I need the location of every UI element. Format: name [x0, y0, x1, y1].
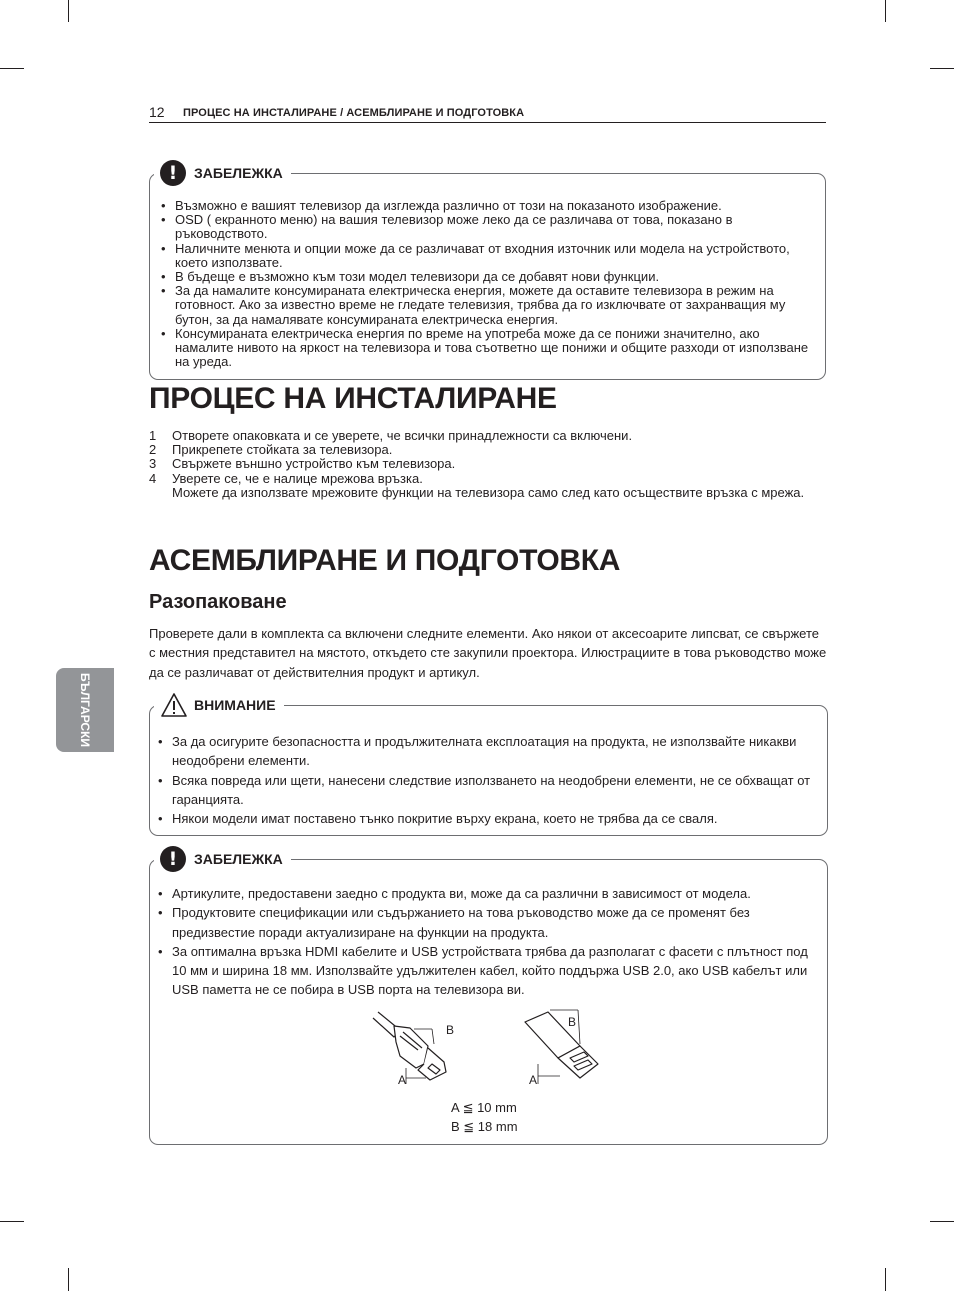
note-header [154, 159, 291, 187]
intro-paragraph: Проверете дали в комплекта са включени следните елементи. Ако някои от аксесоарите липсват, се свържете с местния представител на мястото, откъдето сте закупили проектора. Илюстрациите в това ръководство може да се различават от действителния продукт и артикул. [149, 626, 827, 680]
list-item: • OSD ( екранното меню) на вашия телевизор може леко да се различава от това, показано в ръководството. [161, 213, 811, 241]
dimension-a: A ≦ 10 mm [451, 1100, 517, 1115]
crop-mark [885, 0, 886, 22]
note-label: ЗАБЕЛЕЖКА [194, 851, 283, 867]
caution-label: ВНИМАНИЕ [194, 697, 276, 713]
step-number: 3 [149, 456, 157, 472]
crop-mark [930, 68, 954, 69]
step-text: Прикрепете стойката за телевизора. [172, 442, 393, 458]
note-list [158, 884, 813, 1000]
step-number: 4 [149, 470, 157, 486]
label-a: A [529, 1073, 538, 1087]
note-header [154, 845, 291, 873]
step-number: 1 [149, 428, 157, 443]
step-text: Уверете се, че е налице мрежова връзка. [172, 470, 423, 486]
caution-list [158, 732, 813, 828]
section-heading: АСЕМБЛИРАНЕ И ПОДГОТОВКА [149, 544, 621, 577]
step-text: Отворете опаковката и се уверете, че всички принадлежности са включени. [172, 428, 633, 443]
crop-mark [0, 68, 24, 69]
note-list [161, 199, 811, 369]
step-extra-text: Можете да използвате мрежовите функции на телевизора само след като осъществите връзка с мрежа. [172, 484, 805, 500]
crop-mark [68, 1268, 69, 1291]
step-item [149, 429, 829, 443]
exclamation-icon: ! [160, 846, 186, 872]
list-item: • Наличните менюта и опции може да се различават от входния източник или модела на устройството, което използвате. [161, 242, 811, 270]
crop-mark [0, 1221, 24, 1222]
install-steps [149, 429, 829, 500]
exclamation-icon: ! [160, 160, 186, 186]
language-tab-label: БЪЛГАРСКИ [78, 672, 92, 748]
step-item [149, 457, 829, 471]
warning-triangle-icon [160, 692, 188, 718]
page-number: 12 [149, 104, 165, 120]
label-b: B [446, 1023, 455, 1037]
list-item: • Консумираната електрическа енергия по време на употреба може да се понижи значително, ако намалите нивото на яркост на телевизора и това съответно ще понижи и общите разходи от използване на уреда. [161, 327, 811, 370]
list-item: • Някои модели имат поставено тънко покритие върху екрана, което не трябва да се сваля. [158, 809, 813, 828]
usb-stick-illustration [525, 1012, 598, 1078]
step-item [149, 472, 829, 500]
list-item: • Възможно е вашият телевизор да изглежда различно от този на показаното изображение. [161, 199, 811, 213]
list-item: • Всяка повреда или щети, нанесени следствие използването на неодобрени елементи, не се обхващат от гаранцията. [158, 771, 813, 810]
list-item: • За да осигурите безопасността и продължителната експлоатация на продукта, не използвайте никакви неодобрени елементи. [158, 732, 813, 771]
list-item: • За оптимална връзка HDMI кабелите и USB устройствата трябва да разполагат с фасети с плътност под 10 мм и ширина 18 мм. Използвайте удължителен кабел, който поддържа USB 2.0, ако USB кабелът или USB паметта не се побира в USB порта на телевизора ви. [158, 942, 813, 1000]
dimension-b: B ≦ 18 mm [451, 1119, 518, 1134]
step-item [149, 443, 829, 457]
step-number: 2 [149, 442, 157, 458]
label-a: A [398, 1073, 407, 1087]
running-header: ПРОЦЕС НА ИНСТАЛИРАНЕ / АСЕМБЛИРАНЕ И ПОДГОТОВКА [183, 107, 525, 119]
hdmi-plug-illustration [373, 1012, 446, 1080]
caution-header [154, 691, 284, 719]
subsection-heading: Разопаковане [149, 591, 287, 613]
note-label: ЗАБЕЛЕЖКА [194, 165, 283, 181]
list-item: • Продуктовите спецификации или съдържанието на това ръководство може да се променят без предизвестие поради актуализиране на функции на продукта. [158, 903, 813, 942]
list-item: • За да намалите консумираната електрическа енергия, можете да оставите телевизора в режим на готовност. Ако за известно време не гледате телевизия, трябва да го изключвате от захранващия му бутон, за да намалявате консумираната електрическа енергия. [161, 284, 811, 327]
list-item: • В бъдеще е възможно към този модел телевизори да се добавят нови функции. [161, 270, 811, 284]
step-text: Свържете външно устройство към телевизора. [172, 456, 456, 472]
header-rule [149, 122, 826, 123]
label-b: B [568, 1015, 577, 1029]
connector-size-figure [370, 1006, 620, 1094]
list-item: • Артикулите, предоставени заедно с продукта ви, може да са различни в зависимост от модела. [158, 884, 813, 903]
crop-mark [930, 1221, 954, 1222]
crop-mark [68, 0, 69, 22]
section-heading: ПРОЦЕС НА ИНСТАЛИРАНЕ [149, 382, 557, 415]
language-tab [56, 668, 114, 752]
crop-mark [885, 1268, 886, 1291]
